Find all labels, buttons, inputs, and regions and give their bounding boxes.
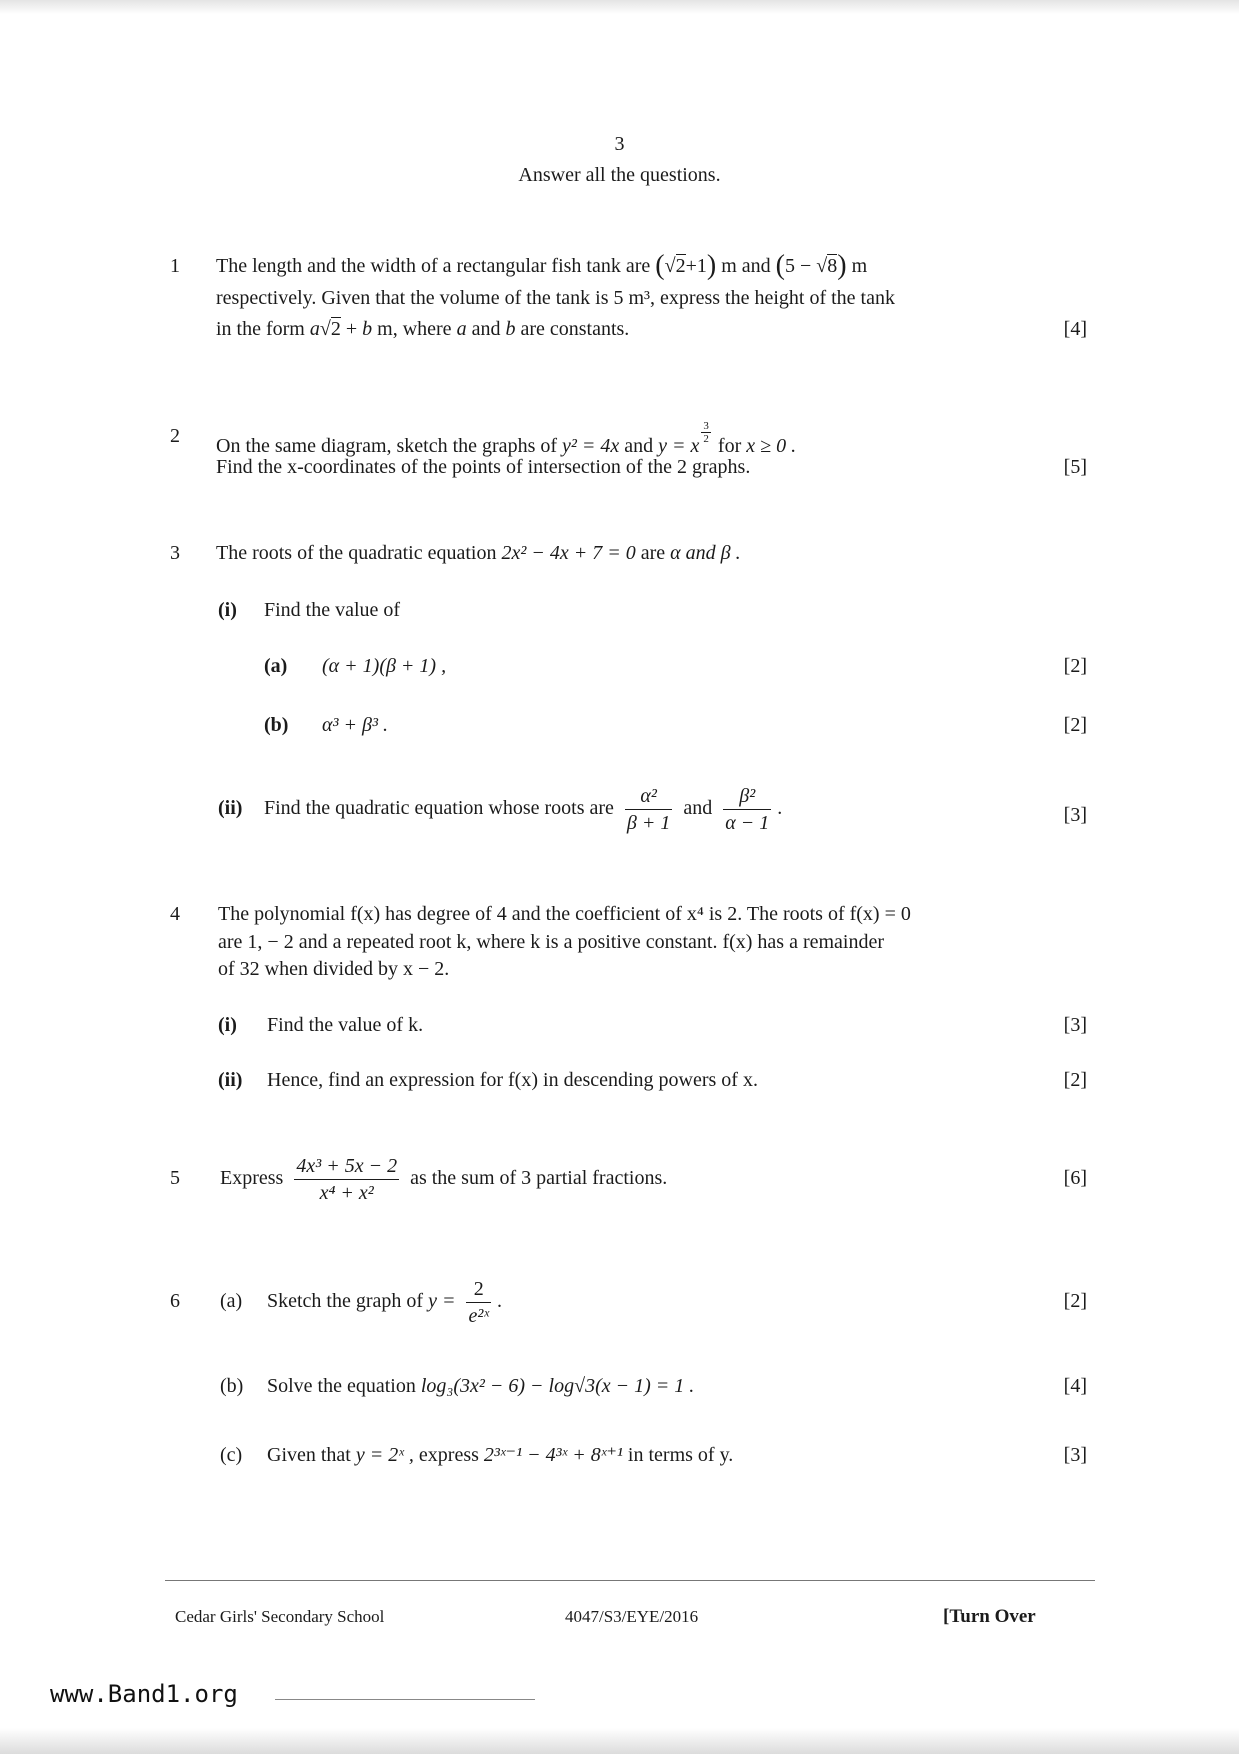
q3-part-ii-label: (ii): [218, 797, 243, 819]
q3-part-i-label: (i): [218, 599, 237, 621]
q6-a-text: Sketch the graph of: [267, 1290, 424, 1312]
q6-b-line: [267, 1370, 694, 1402]
question-5-mark: [6]: [1063, 1167, 1087, 1189]
q4-i-mark: [3]: [1063, 1014, 1087, 1036]
question-4-line-1: The polynomial f(x) has degree of 4 and the coefficient of x⁴ is 2. The roots of f(x) = 0: [218, 903, 911, 925]
q6-a-den: e²ˣ: [468, 1304, 489, 1327]
page-instruction: Answer all the questions.: [518, 164, 721, 186]
q3-fraction-2: [723, 783, 771, 836]
page-number: 3: [614, 133, 625, 155]
q6-b-mark: [4]: [1063, 1375, 1087, 1397]
question-3-number: 3: [170, 542, 180, 564]
q6-a-fraction: [466, 1276, 491, 1329]
q3-fraction-1: [625, 783, 672, 836]
scan-shadow-top: [0, 0, 1239, 14]
q4-i-label: (i): [218, 1014, 237, 1036]
q3-part-ii-text: Find the quadratic equation whose roots are: [264, 797, 614, 819]
q1-m-and: m and: [721, 255, 771, 277]
scan-shadow-bottom: [0, 1728, 1239, 1754]
q6-b-eq: log₃(3x² − 6) − log√3(x − 1) = 1 .: [420, 1375, 695, 1397]
q2-and: and: [624, 435, 654, 457]
q1-line3f: are constants.: [520, 318, 630, 340]
q6-c-text3: in terms of y.: [627, 1444, 734, 1466]
q3-part-i-text: Find the value of: [264, 599, 401, 621]
question-1-mark: [4]: [1063, 318, 1087, 340]
q3-b-text: α³ + β³ .: [322, 714, 388, 736]
q6-b-text: Solve the equation: [267, 1375, 416, 1397]
q6-a-line: [267, 1271, 502, 1331]
q3-frac1-num: α²: [625, 783, 672, 810]
question-1-number: 1: [170, 255, 180, 277]
q3-a-mark: [2]: [1063, 655, 1087, 677]
footer-rule: [165, 1580, 1095, 1581]
footer-school: Cedar Girls' Secondary School: [175, 1607, 385, 1626]
question-2-line-2: Find the x-coordinates of the points of intersection of the 2 graphs.: [216, 456, 751, 478]
q3-b-label: (b): [264, 714, 289, 736]
q6-a-num: 2: [466, 1276, 491, 1303]
q3-frac-and: and: [683, 797, 713, 819]
q6-a-end: .: [496, 1290, 502, 1312]
q1-form-root: 2: [330, 318, 341, 340]
q5-frac-num: 4x³ + 5x − 2: [294, 1153, 399, 1180]
q1-line3d: and: [471, 318, 501, 340]
q3-frac1-den: β + 1: [626, 811, 671, 834]
q1-line3c: a: [456, 318, 467, 340]
q1-line3b: m, where: [377, 318, 452, 340]
q1-wid-root: 8: [827, 255, 838, 277]
q2-exp-den: 2: [703, 433, 709, 445]
q3-equation: 2x² − 4x + 7 = 0: [501, 542, 636, 564]
question-4-line-2: are 1, − 2 and a repeated root k, where k is a positive constant. f(x) has a remainder: [218, 931, 885, 953]
q3-roots: α and β .: [670, 542, 741, 564]
q6-c-eq1: y = 2ˣ ,: [355, 1444, 414, 1466]
q5-rest: as the sum of 3 partial fractions.: [410, 1167, 668, 1189]
q6-c-label: (c): [220, 1444, 243, 1466]
q6-b-label: (b): [220, 1375, 244, 1397]
q4-ii-mark: [2]: [1063, 1069, 1087, 1091]
q3-a-text: (α + 1)(β + 1) ,: [322, 655, 447, 677]
q1-wid-open: (: [775, 250, 785, 281]
q4-ii-text: Hence, find an expression for f(x) in descending powers of x.: [267, 1069, 758, 1091]
q3-are: are: [640, 542, 666, 564]
question-6-number: 6: [170, 1290, 180, 1312]
q3-a-label: (a): [264, 655, 288, 677]
q6-c-text2: express: [418, 1444, 479, 1466]
q6-c-line: [267, 1439, 733, 1471]
q1-unit: m: [851, 255, 868, 277]
question-1-line-1: The length and the width of a rectangular fish tank are (√2+1) m and (5 − √8) m: [216, 250, 868, 281]
q1-form-plus: +: [340, 318, 363, 340]
q6-c-eq2: 2³ˣ⁻¹ − 4³ˣ + 8ˣ⁺¹: [483, 1444, 623, 1466]
q6-a-mark: [2]: [1063, 1290, 1087, 1312]
q4-i-text: Find the value of k.: [267, 1014, 424, 1036]
question-2-number: 2: [170, 425, 180, 447]
q5-frac-den: x⁴ + x²: [319, 1181, 374, 1204]
q1-len-open: (: [655, 250, 665, 281]
q1-text-1: The length and the width of a rectangular fish tank are: [216, 255, 651, 277]
q6-c-text1: Given that: [267, 1444, 351, 1466]
q1-line3a: in the form: [216, 318, 305, 340]
q2-for: for: [717, 435, 742, 457]
q3-frac2-den: α − 1: [725, 811, 770, 834]
question-5-number: 5: [170, 1167, 180, 1189]
q2-exp-num: 3: [703, 420, 709, 432]
q2-exponent: [701, 420, 711, 445]
q2-cond: x ≥ 0 .: [746, 435, 797, 457]
q3-part-ii-line: [264, 778, 782, 838]
q1-line3e: b: [505, 318, 516, 340]
q2-eq1: y² = 4x: [562, 435, 620, 457]
q2-line1a: On the same diagram, sketch the graphs of: [216, 435, 558, 457]
question-4-line-3: of 32 when divided by x − 2.: [218, 958, 450, 980]
q4-ii-label: (ii): [218, 1069, 243, 1091]
footer-code: 4047/S3/EYE/2016: [565, 1607, 699, 1626]
q3-ii-mark: [3]: [1063, 804, 1087, 826]
question-2-mark: [5]: [1063, 456, 1087, 478]
q6-a-label: (a): [220, 1290, 243, 1312]
footer-turn-over: [Turn Over: [943, 1606, 1036, 1627]
q6-a-y: y =: [428, 1290, 456, 1312]
q1-wid-five: 5 −: [784, 255, 817, 277]
q1-form-b: b: [362, 318, 373, 340]
q2-eq2: y = x: [658, 435, 700, 457]
q1-len-rest: +1: [685, 255, 707, 277]
question-4-number: 4: [170, 903, 180, 925]
q3-b-mark: [2]: [1063, 714, 1087, 736]
q3-line1: The roots of the quadratic equation: [216, 542, 497, 564]
q1-form-a: a: [309, 318, 320, 340]
q5-express: Express: [220, 1167, 284, 1189]
q3-frac-end: .: [777, 797, 783, 819]
watermark-rule: [275, 1699, 535, 1700]
question-5-line: [220, 1148, 667, 1208]
q6-c-mark: [3]: [1063, 1444, 1087, 1466]
watermark-url: www.Band1.org: [50, 1680, 238, 1708]
question-1-line-2: respectively. Given that the volume of the tank is 5 m³, express the height of the tank: [216, 287, 895, 309]
question-3-line-1: [216, 537, 741, 569]
q3-frac2-num: β²: [723, 783, 771, 810]
q5-fraction: [294, 1153, 399, 1206]
q1-len-root: 2: [675, 255, 686, 277]
question-1-line-3: in the form a√2 + b m, where a and b are constants.: [216, 318, 630, 340]
q1-len-close: ): [706, 250, 717, 281]
q1-wid-close: ): [837, 250, 847, 281]
